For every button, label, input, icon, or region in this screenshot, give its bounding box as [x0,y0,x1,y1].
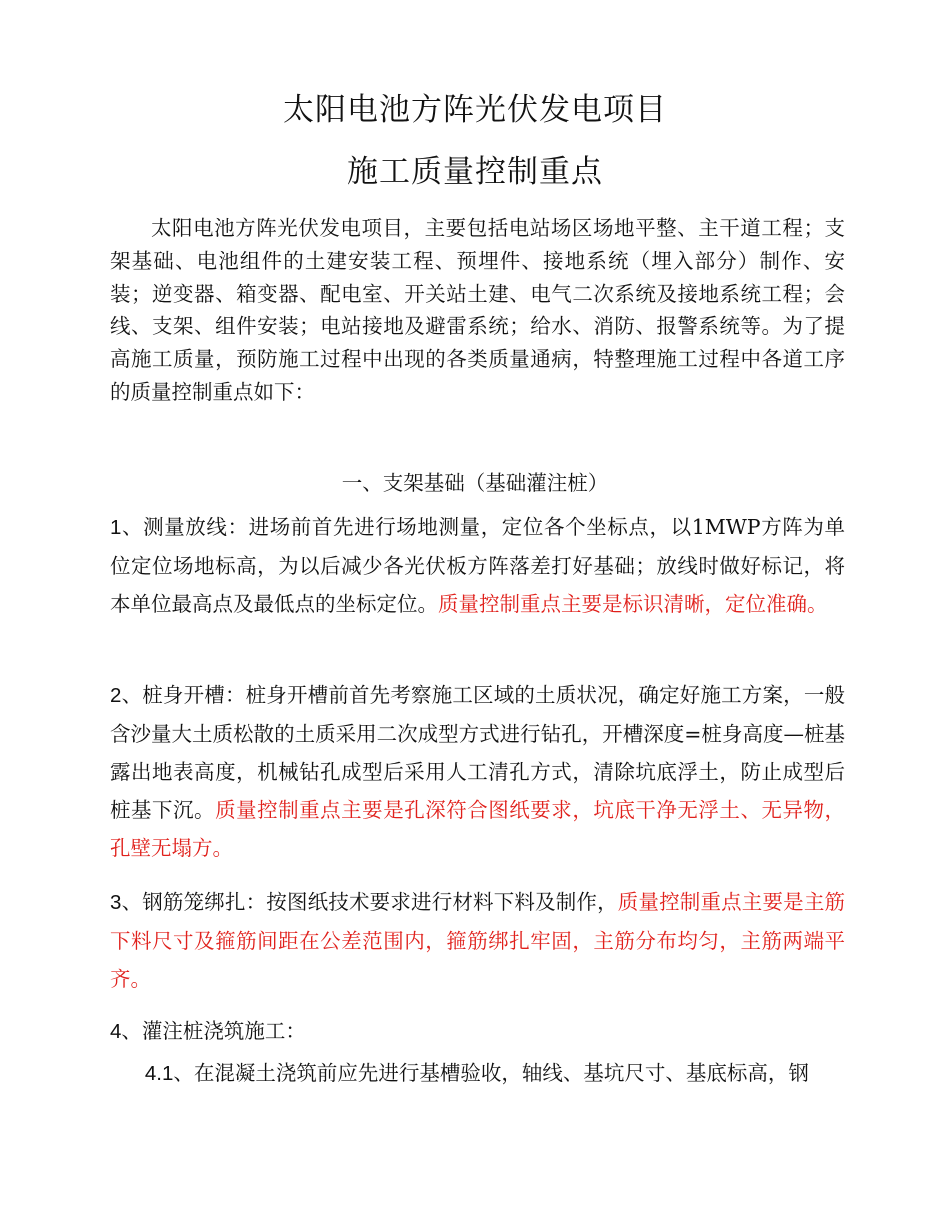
document-subtitle: 施工质量控制重点 [347,154,603,190]
list-item-rebar-cage [110,883,845,998]
item-text: 、在混凝土浇筑前应先进行基槽验收，轴线、基坑尺寸、基底标高，钢 [173,1061,809,1085]
item-number: 2 [110,684,122,707]
item-number: 1 [110,516,122,539]
item-number: 4 [110,1020,122,1043]
document-title: 太阳电池方阵光伏发电项目 [283,92,667,128]
list-item-pile-pouring [110,1012,845,1051]
intro-paragraph: 太阳电池方阵光伏发电项目，主要包括电站场区场地平整、主干道工程；支架基础、电池组件的土建安装工程、预埋件、接地系统（埋入部分）制作、安装；逆变器、箱变器、配电室、开关站土建、电气二次系统及接地系统工程；会线、支架、组件安装；电站接地及避雷系统；给水、消防、报警系统等。为了提高施工质量，预防施工过程中出现的各类质量通病，特整理施工过程中各道工序的质量控制重点如下： [110,216,845,404]
section-heading: 一、支架基础（基础灌注桩） [341,471,609,495]
item-text: 、灌注桩浇筑施工： [121,1019,306,1043]
list-item-measurement [110,508,845,623]
item-number: 3 [110,891,122,914]
list-item-pile-trench [110,676,845,867]
item-number: 4.1 [144,1062,174,1085]
quality-highlight: 质量控制重点主要是主筋下料尺寸及箍筋间距在公差范围内，箍筋绑扎牢固，主筋分布均匀，主筋两端平齐。 [110,890,846,991]
item-text: 、钢筋笼绑扎：按图纸技术要求进行材料下料及制作， [121,890,618,914]
quality-highlight: 质量控制重点主要是孔深符合图纸要求，坑底干净无浮土、无异物，孔壁无塌方。 [110,798,846,860]
item-text: 、桩身开槽：桩身开槽前首先考察施工区域的土质状况，确定好施工方案，一般含沙量大土质松散的土质采用二次成型方式进行钻孔，开槽深度=桩身高度—桩基露出地表高度，机械钻孔成型后采用人工清孔方式，清除坑底浮土，防止成型后桩基下沉。 [110,683,845,822]
item-text: 、测量放线：进场前首先进行场地测量，定位各个坐标点，以1MWP方阵为单位定位场地标高，为以后减少各光伏板方阵落差打好基础；放线时做好标记，将本单位最高点及最低点的坐标定位。 [110,515,845,616]
list-subitem-inspection [110,1054,845,1093]
quality-highlight: 质量控制重点主要是标识清晰，定位准确。 [438,592,828,616]
